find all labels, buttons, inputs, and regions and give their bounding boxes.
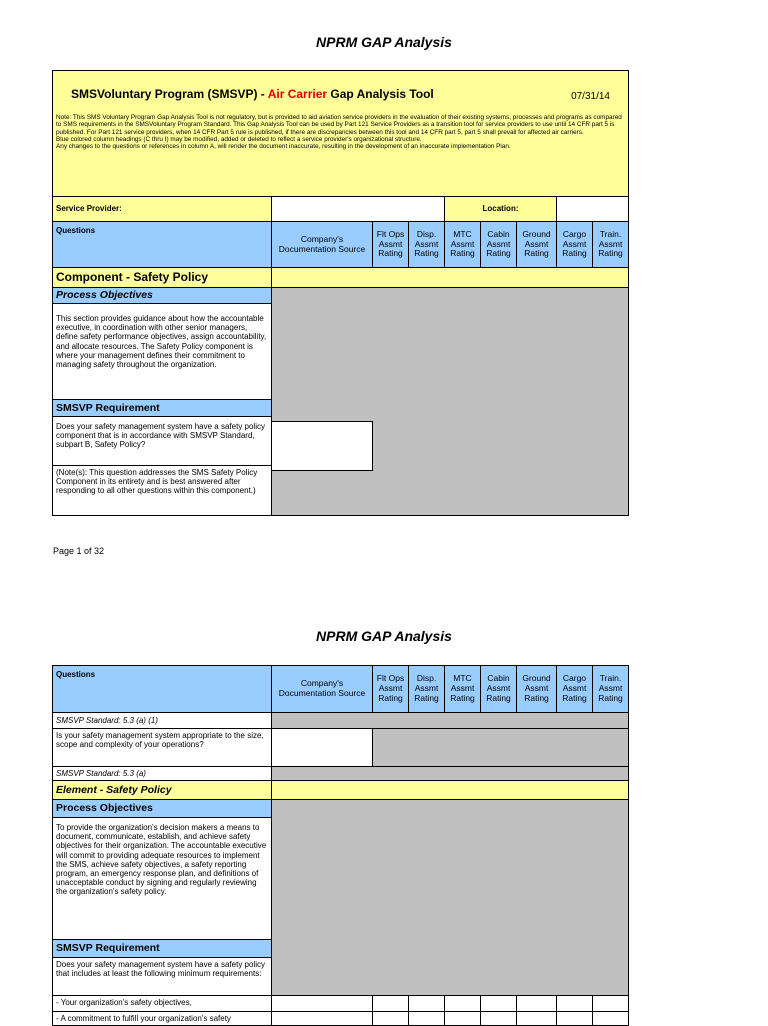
question-2: Is your safety management system appropriate to the size, scope and complexity of your operations? xyxy=(53,729,272,767)
process-objectives-text-2: To provide the organization's decision makers a means to document, communicate, establish, and achieve safety objectives for their organization. The accountable executive will commit to providing adequate resources to implement the SMS, achieve safety objectives, a safety reporting program, an emergency response plan, and definitions of unacceptable conduct by signing and regularly reviewing the organization's safety policy. xyxy=(53,818,272,940)
question-1-note: (Note(s): This question addresses the SMS Safety Policy Component in its entirety and is best answered after responding to all other questions within this component.) xyxy=(53,466,272,516)
question-1: Does your safety management system have a safety policy component that is in accordance with SMSVP Standard, subpart B, Safety Policy? xyxy=(53,417,272,466)
process-objectives-text: This section provides guidance about how the accountable executive, in coordination with other senior managers, define safety performance objectives, assign accountability, and allocate resources. The Safety Policy component is where your management defines their commitment to managing safety throughout the organization. xyxy=(53,304,272,400)
doc-source-header-2: Company's Documentation Source xyxy=(272,666,373,713)
answer-cell[interactable] xyxy=(557,996,593,1012)
tool-note-columns: Blue colored column headings (C thru I) may be modified, added or deleted to reflect a service provider's organizational structure. xyxy=(56,135,422,143)
cargo-header-2: Cargo Assmt Rating xyxy=(557,666,593,713)
answer-cell[interactable] xyxy=(272,996,373,1012)
element-heading: Element - Safety Policy xyxy=(53,781,272,800)
ground-header-2: Ground Assmt Rating xyxy=(517,666,557,713)
service-provider-label: Service Provider: xyxy=(53,197,272,222)
cabin-header: Cabin Assmt Rating xyxy=(481,222,517,268)
process-objectives-heading-2: Process Objectives xyxy=(53,800,272,818)
page-title-2: NPRM GAP Analysis xyxy=(316,628,452,644)
requirement-bullet-2: - A commitment to fulfill your organization's safety xyxy=(53,1012,272,1026)
page-footer: Page 1 of 32 xyxy=(53,546,105,556)
mtc-header-2: MTC Assmt Rating xyxy=(445,666,481,713)
air-carrier-label: Air Carrier xyxy=(267,87,328,101)
grey-area xyxy=(272,288,629,516)
grey-row-3 xyxy=(272,767,629,781)
mtc-header: MTC Assmt Rating xyxy=(445,222,481,268)
requirement-bullet-1: - Your organization's safety objectives, xyxy=(53,996,272,1012)
answer-cell[interactable] xyxy=(373,996,409,1012)
answer-cell[interactable] xyxy=(445,996,481,1012)
tool-note: Note: This SMS Voluntary Program Gap Analysis Tool is not regulatory, but is provided to aid aviation service providers in the evaluation of their existing systems, processes and programs as compared to SMS requirements in the SMSVoluntary Program Standard. This Gap Analysis Tool can be used by Part 121 Service Providers as a transition tool for service providers to use until 14 CFR part 5 is published. For Part 121 service providers, when 14 CFR Part 5 rule is published, if there are discrepancies between this tool and 14 CFR part 5, part 5 shall prevail for affected air carriers. xyxy=(56,113,622,136)
cargo-header: Cargo Assmt Rating xyxy=(557,222,593,268)
train-header-2: Train. Assmt Rating xyxy=(593,666,629,713)
grey-area-2 xyxy=(272,800,629,996)
tool-note-changes: Any changes to the questions or references in column A, will render the document inaccurate, resulting in the development of an inaccurate implementation Plan. xyxy=(56,143,511,151)
question-3: Does your safety management system have a safety policy that includes at least the following minimum requirements: xyxy=(53,958,272,996)
cabin-header-2: Cabin Assmt Rating xyxy=(481,666,517,713)
flt-ops-header-2: Flt Ops Assmt Rating xyxy=(373,666,409,713)
disp-header-2: Disp. Assmt Rating xyxy=(409,666,445,713)
standard-ref-2: SMSVP Standard: 5.3 (a) xyxy=(53,767,272,781)
grey-row-2 xyxy=(373,729,629,767)
tool-header-box xyxy=(53,71,629,197)
doc-source-header: Company's Documentation Source xyxy=(272,222,373,268)
train-header: Train. Assmt Rating xyxy=(593,222,629,268)
answer-cell[interactable] xyxy=(409,996,445,1012)
location-label: Location: xyxy=(445,197,557,222)
component-heading-fill xyxy=(272,268,629,288)
location-field[interactable] xyxy=(557,197,629,222)
service-provider-field[interactable] xyxy=(272,197,445,222)
standard-ref-1: SMSVP Standard: 5.3 (a) (1) xyxy=(53,713,272,729)
tool-title: SMSVoluntary Program (SMSVP) - Air Carrier Gap Analysis Tool xyxy=(71,87,434,101)
answer-cell[interactable] xyxy=(593,996,629,1012)
questions-header: Questions xyxy=(53,222,272,268)
process-objectives-heading: Process Objectives xyxy=(53,288,272,304)
disp-header: Disp. Assmt Rating xyxy=(409,222,445,268)
tool-date: 07/31/14 xyxy=(571,91,610,102)
doc-source-answer-2[interactable] xyxy=(272,729,373,767)
questions-header-2: Questions xyxy=(53,666,272,713)
ground-header: Ground Assmt Rating xyxy=(517,222,557,268)
grey-row-1 xyxy=(272,713,629,729)
answer-cell[interactable] xyxy=(517,996,557,1012)
component-heading: Component - Safety Policy xyxy=(53,268,272,288)
answer-cell[interactable] xyxy=(481,996,517,1012)
requirement-heading-2: SMSVP Requirement xyxy=(53,940,272,958)
requirement-heading: SMSVP Requirement xyxy=(53,400,272,417)
flt-ops-header: Flt Ops Assmt Rating xyxy=(373,222,409,268)
page-title: NPRM GAP Analysis xyxy=(316,34,452,50)
gap-analysis-sheet-page2 xyxy=(52,665,629,1026)
element-heading-fill xyxy=(272,781,629,800)
doc-source-answer-1[interactable] xyxy=(272,421,373,471)
